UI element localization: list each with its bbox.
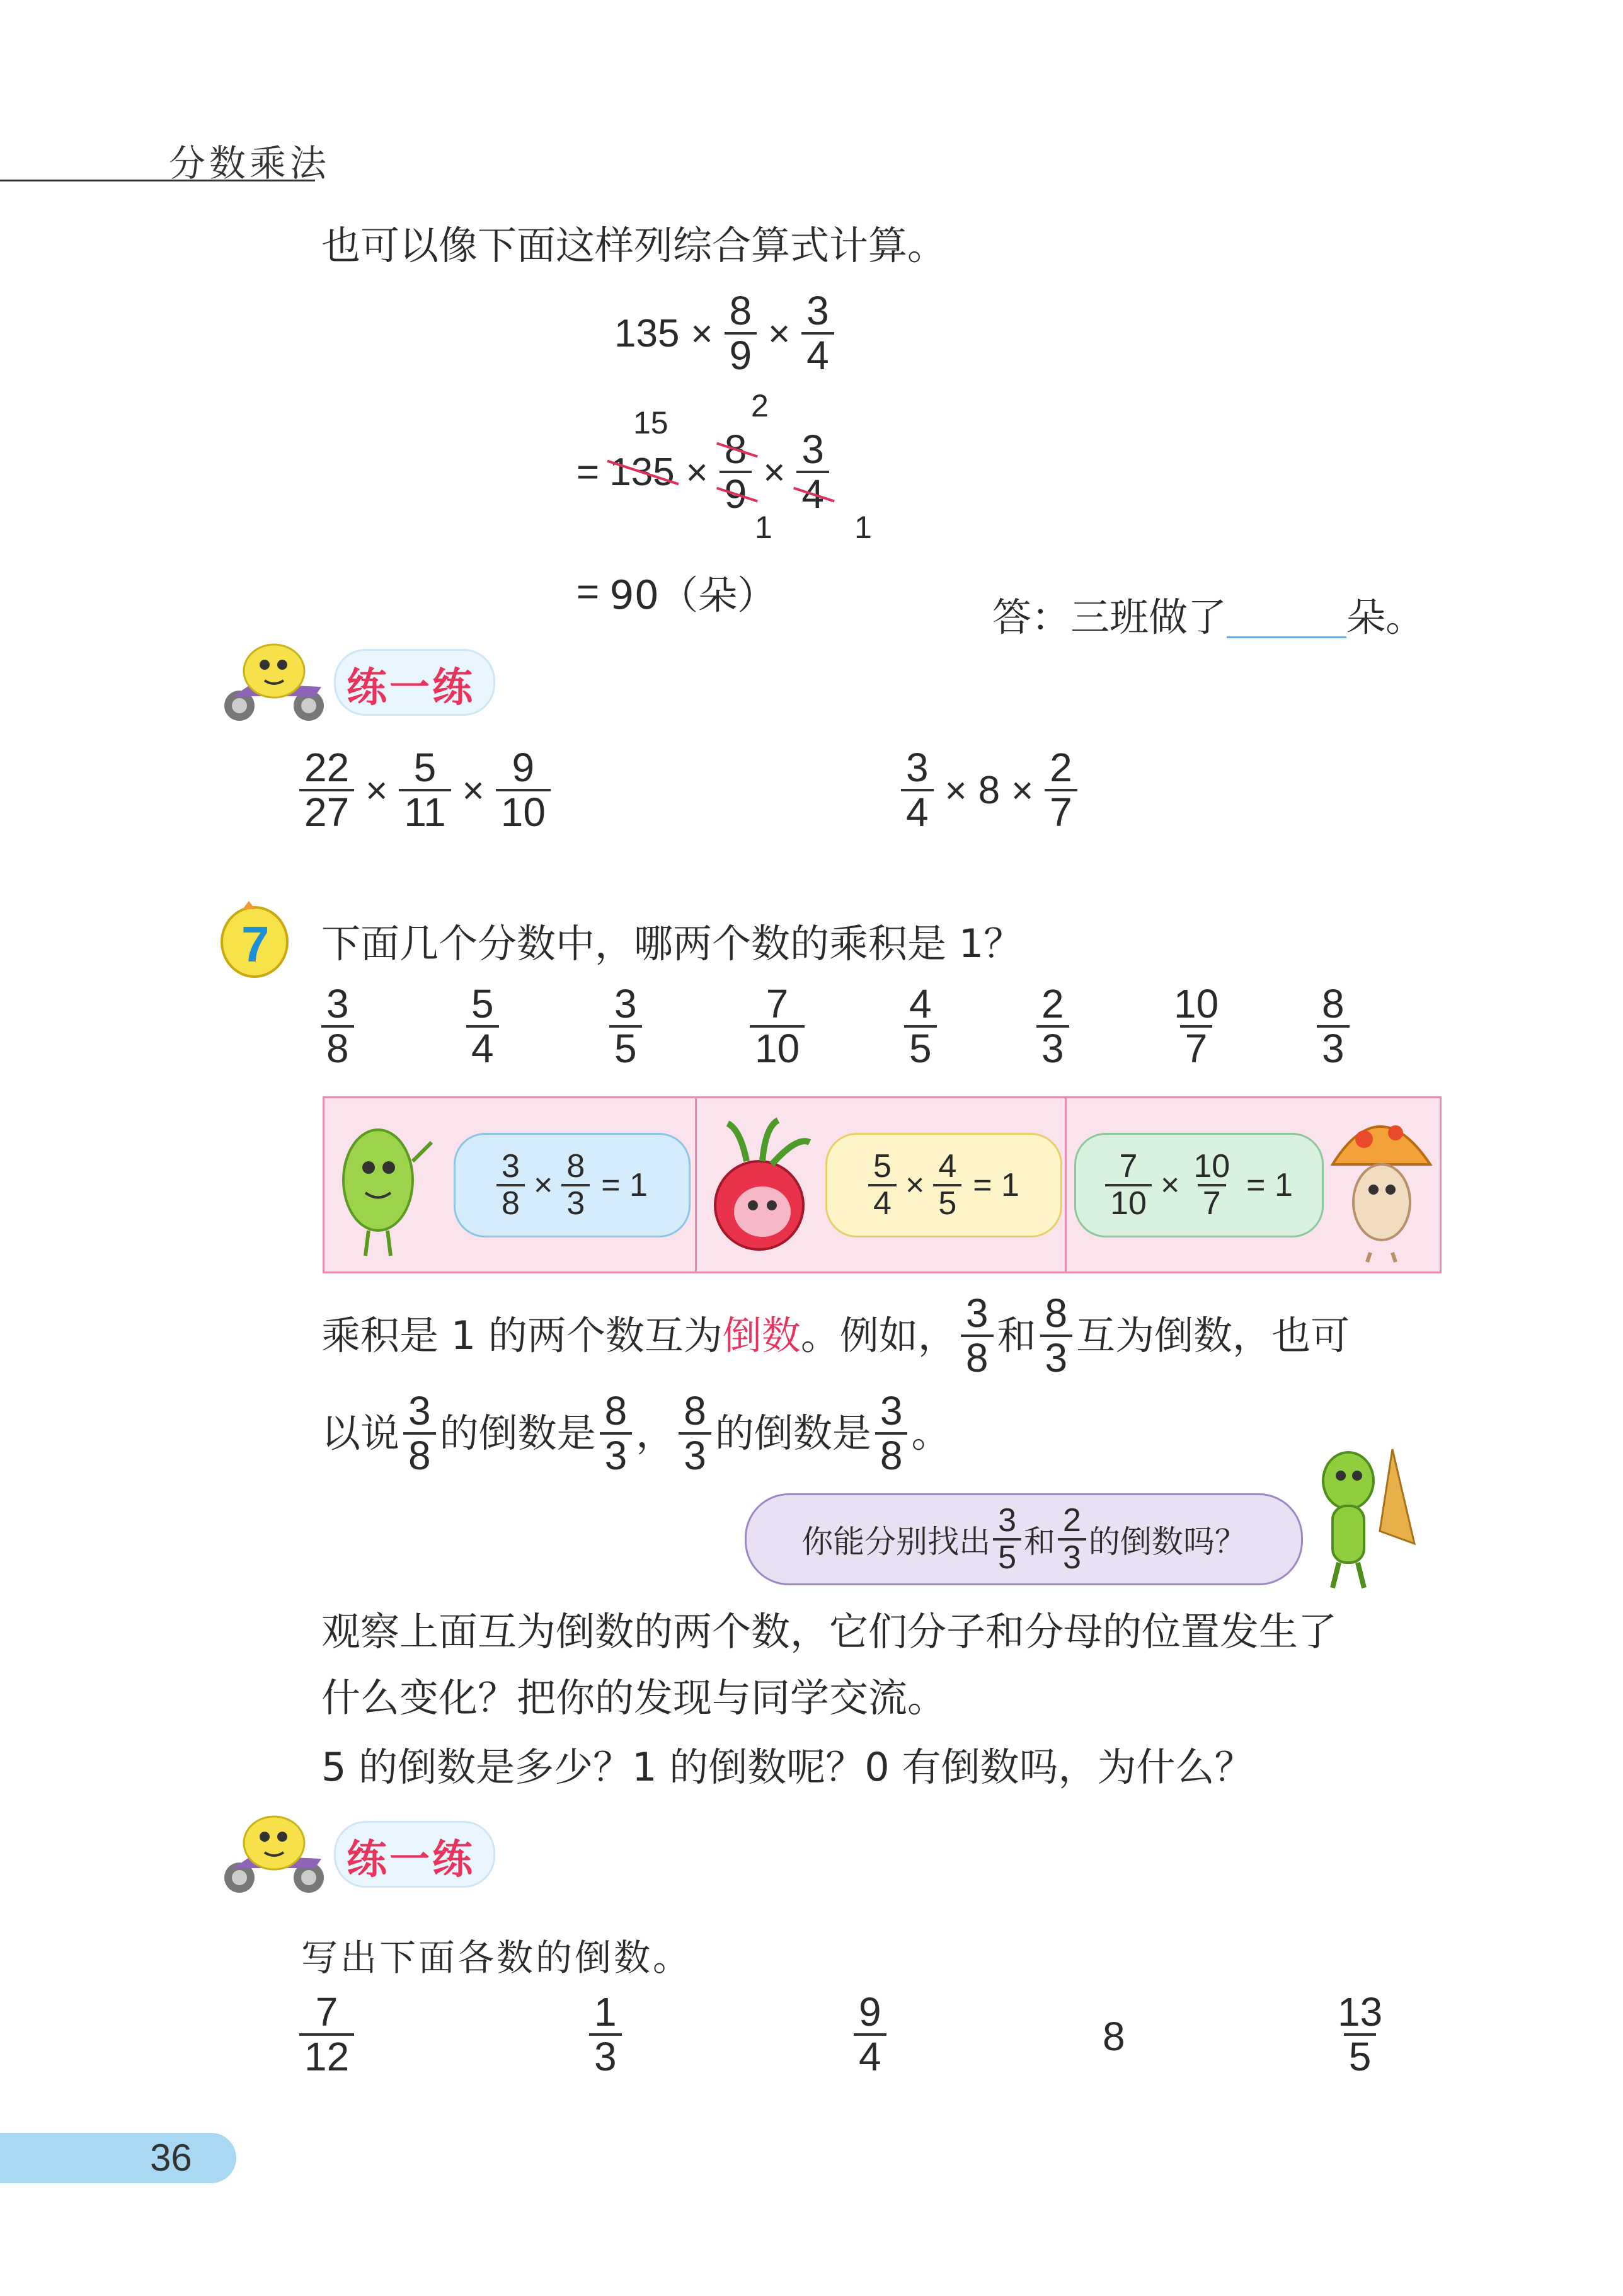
calc-line-1	[614, 290, 834, 377]
definition-text: 以说	[321, 1410, 400, 1456]
observe-line-3: 5 的倒数是多少？1 的倒数呢？0 有倒数吗，为什么？	[321, 1744, 1254, 1790]
definition-text: ，	[636, 1410, 675, 1456]
intro-text: 也可以像下面这样列综合算式计算。	[321, 222, 947, 268]
fraction: $\frac{13}{5}$	[1338, 1989, 1383, 2080]
whole-number: 8	[1103, 2014, 1125, 2059]
fraction: $\frac{8}{3}$	[1040, 1292, 1073, 1379]
observe-line-1: 观察上面互为倒数的两个数，它们分子和分母的位置发生了	[321, 1609, 1338, 1655]
times-sign: ×	[685, 451, 708, 493]
reduced-bottom: 1	[755, 510, 772, 545]
fraction: $\frac{3}{5}$	[993, 1503, 1021, 1575]
reduced-top: 2	[751, 388, 769, 423]
fraction: $\frac{8}{3}$	[679, 1390, 711, 1477]
hint-text: 的倒数吗？	[1088, 1524, 1246, 1560]
times-sign: ×	[1011, 769, 1034, 812]
equation-bubble	[454, 1133, 691, 1237]
answer-suffix: 朵。	[1346, 594, 1425, 640]
equation-bubble	[825, 1133, 1062, 1237]
panel-divider	[695, 1098, 697, 1271]
whole-number: 8	[978, 768, 1001, 812]
fraction: $\frac{3}{8}$	[403, 1390, 436, 1477]
hint-text: 你能分别找出	[801, 1524, 991, 1560]
fraction-list	[321, 983, 1380, 1077]
definition-text: 的倒数是	[714, 1410, 871, 1456]
fraction: $\frac{3}{8}$	[496, 1149, 525, 1220]
fraction: $\frac{8}{3}$	[600, 1390, 633, 1477]
fraction: $\frac{2}{3}$	[1058, 1503, 1086, 1575]
equals-sign: =	[576, 450, 600, 494]
fraction: $\frac{2}{3}$	[1036, 983, 1069, 1070]
fraction: $\frac{5}{4}$	[466, 983, 499, 1070]
practice1-ex1	[299, 747, 551, 834]
practice1-ex2	[901, 747, 1077, 834]
section-title: 分数乘法	[169, 142, 331, 185]
fraction: $\frac{1}{3}$	[589, 1991, 622, 2078]
practice-header-2	[214, 1808, 510, 1897]
reduced-whole: 15	[633, 405, 668, 440]
reciprocal-panels	[323, 1096, 1442, 1273]
times-sign: ×	[905, 1167, 925, 1203]
practice2-items	[299, 1991, 1408, 2092]
times-sign: ×	[533, 1167, 553, 1203]
page-number-tab	[0, 2133, 236, 2183]
practice-label: 练一练	[347, 665, 475, 711]
practice-header-1	[214, 636, 510, 725]
reduced-bottom: 1	[854, 510, 872, 545]
fraction: $\frac{3}{4}$	[901, 747, 934, 834]
example-badge	[217, 898, 292, 980]
definition-line-1	[321, 1289, 1350, 1383]
fraction: $\frac{2}{7}$	[1045, 747, 1077, 834]
times-sign: ×	[1160, 1167, 1180, 1203]
fraction: $\frac{4}{5}$	[933, 1149, 961, 1220]
hint-bubble	[745, 1493, 1303, 1585]
fraction: $\frac{3}{8}$	[875, 1390, 908, 1477]
equation-result: = 1	[601, 1167, 648, 1203]
fraction: $\frac{5}{4}$	[868, 1149, 897, 1220]
definition-text: 和	[997, 1312, 1036, 1358]
times-sign: ×	[763, 451, 786, 493]
definition-text: 的倒数是	[439, 1410, 596, 1456]
fraction: $\frac{10}{7}$	[1193, 1148, 1230, 1222]
fraction: $\frac{3}{4}$	[801, 290, 834, 377]
fraction-crossed: $\frac{8}{9}$	[720, 428, 752, 515]
equation-bubble	[1074, 1133, 1324, 1237]
fraction: $\frac{7}{10}$	[750, 983, 805, 1070]
hint-text: 和	[1024, 1524, 1055, 1560]
definition-text: 。例如，	[800, 1312, 957, 1358]
fraction: $\frac{7}{12}$	[299, 1991, 354, 2078]
equation-result: = 1	[973, 1167, 1019, 1203]
fraction: $\frac{3}{8}$	[321, 983, 354, 1070]
times-sign: ×	[768, 312, 791, 355]
answer-prefix: 答：三班做了	[992, 594, 1227, 640]
practice-label: 练一练	[347, 1837, 475, 1883]
fraction: $\frac{7}{10}$	[1105, 1149, 1152, 1220]
calc-whole-crossed: 135	[609, 450, 675, 494]
panel-divider	[1065, 1098, 1067, 1271]
times-sign: ×	[944, 769, 967, 812]
page-number: 36	[150, 2137, 192, 2179]
example-number: 7	[241, 916, 270, 972]
answer	[992, 592, 1425, 643]
pea-character-icon	[1298, 1430, 1418, 1594]
times-sign: ×	[691, 312, 713, 355]
definition-text: 。	[911, 1410, 951, 1456]
example-question: 下面几个分数中，哪两个数的乘积是 1？	[321, 921, 1023, 967]
equation-result: = 1	[1246, 1167, 1293, 1203]
mushroom-character-icon	[1326, 1101, 1437, 1265]
definition-line-2	[321, 1386, 950, 1481]
fraction: $\frac{4}{5}$	[904, 983, 937, 1070]
times-sign: ×	[365, 769, 388, 812]
times-sign: ×	[462, 769, 485, 812]
fraction: $\frac{5}{11}$	[399, 747, 450, 834]
observe-line-2: 什么变化？把你的发现与同学交流。	[321, 1675, 947, 1721]
fraction: $\frac{3}{5}$	[609, 983, 642, 1070]
definition-term: 倒数	[722, 1312, 801, 1358]
fraction: $\frac{8}{3}$	[1317, 983, 1350, 1070]
calc-whole: 135	[614, 311, 680, 355]
radish-character-icon	[703, 1117, 822, 1262]
definition-text: 乘积是 1 的两个数互为	[321, 1312, 723, 1358]
equals-sign: =	[576, 570, 600, 614]
fraction: $\frac{9}{4}$	[854, 1991, 886, 2078]
fraction: $\frac{10}{7}$	[1174, 981, 1219, 1072]
calc-line-3	[576, 564, 776, 620]
fraction: $\frac{8}{9}$	[725, 290, 757, 377]
calc-line-2	[576, 428, 829, 515]
motorbike-lemon-icon	[214, 1808, 334, 1897]
practice2-instruction: 写出下面各数的倒数。	[301, 1936, 692, 1979]
fraction-crossed: $\frac{3}{4}$	[796, 428, 829, 515]
fraction: $\frac{22}{27}$	[299, 747, 354, 834]
answer-blank[interactable]	[1227, 597, 1346, 638]
motorbike-lemon-icon	[214, 636, 334, 725]
pepper-character-icon	[331, 1105, 438, 1268]
fraction: $\frac{3}{8}$	[961, 1292, 994, 1379]
fraction: $\frac{8}{3}$	[561, 1149, 590, 1220]
calc-result: 90（朵）	[609, 572, 777, 618]
definition-text: 互为倒数，也可	[1076, 1312, 1350, 1358]
fraction: $\frac{9}{10}$	[496, 747, 551, 834]
